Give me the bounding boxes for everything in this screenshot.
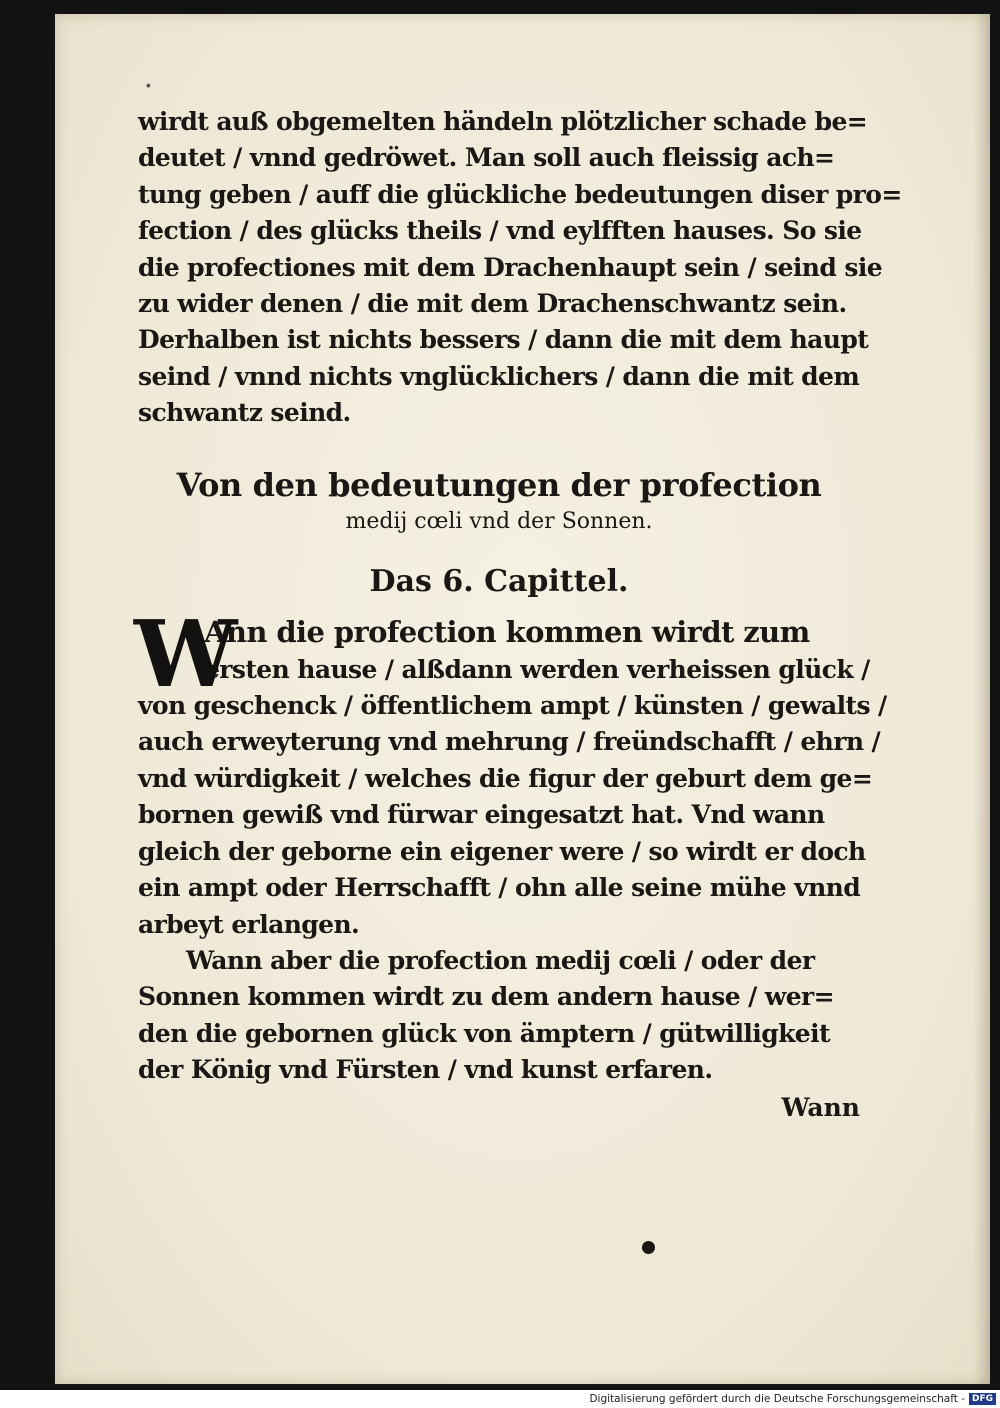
text-line: die profectiones mit dem Drachenhaupt sein / seind sie	[138, 252, 883, 282]
text-line: ein ampt oder Herrschafft / ohn alle seine mühe vnnd	[138, 873, 861, 903]
text-line: zu wider denen / die mit dem Drachenschwantz sein.	[138, 289, 847, 319]
section-heading	[138, 463, 860, 537]
digitization-credit	[589, 1390, 996, 1408]
text-line: Sonnen kommen wirdt zu dem andern hause / wer=	[138, 982, 834, 1012]
text-line: Ann die profection kommen wirdt zum	[204, 614, 810, 649]
text-line: ersten hause / alßdann werden verheissen glück /	[204, 654, 870, 684]
text-line: fection / des glücks theils / vnd eylfften hauses. So sie	[138, 216, 862, 246]
chapter-title: Das 6. Capittel.	[369, 563, 629, 599]
paragraph-2	[134, 599, 887, 943]
text-line: arbeyt erlangen.	[138, 909, 360, 939]
text-line: wirdt auß obgemelten händeln plötzlicher schade be=	[138, 107, 868, 136]
text-line: der König vnd Fürsten / vnd kunst erfaren.	[138, 1055, 713, 1085]
text-line: von geschenck / öffentlichem ampt / künsten / gewalts /	[138, 691, 887, 721]
text-line: Derhalben ist nichts bessers / dann die mit dem haupt	[138, 325, 869, 355]
text-line: seind / vnnd nichts vnglücklichers / dann die mit dem	[138, 361, 860, 391]
text-line: auch erweyterung vnd mehrung / freündschafft / ehrn /	[138, 727, 881, 757]
catchword: Wann	[781, 1092, 860, 1122]
text-line: schwantz seind.	[138, 398, 351, 428]
credit-text: Digitalisierung gefördert durch die Deutsche Forschungsgemeinschaft -	[589, 1393, 965, 1405]
text-line: bornen gewiß vnd fürwar eingesatzt hat. Vnd wann	[138, 800, 825, 830]
paragraph-3	[138, 943, 860, 1089]
text-line: vnd würdigkeit / welches die figur der geburt dem ge=	[138, 763, 873, 793]
page-text-block	[134, 104, 902, 1122]
text-line: deutet / vnnd gedröwet. Man soll auch fleissig ach=	[138, 143, 835, 173]
page-edge-shadow	[972, 14, 990, 1384]
text-line: Wann aber die profection medij cœli / oder der	[186, 945, 815, 975]
heading-line-1: Von den bedeutungen der profection	[176, 465, 822, 504]
ink-dot	[642, 1241, 655, 1254]
text-line: den die gebornen glück von ämptern / gütwilligkeit	[138, 1018, 830, 1048]
text-line: gleich der geborne ein eigener were / so wirdt er doch	[138, 836, 866, 866]
paragraph-1	[138, 104, 902, 432]
drop-cap: W	[134, 599, 238, 708]
dfg-logo: DFG	[969, 1393, 996, 1405]
heading-line-2: medij cœli vnd der Sonnen.	[345, 508, 653, 534]
text-line: tung geben / auff die glückliche bedeutungen diser pro=	[138, 179, 902, 209]
page-mark: ∙	[145, 78, 152, 94]
